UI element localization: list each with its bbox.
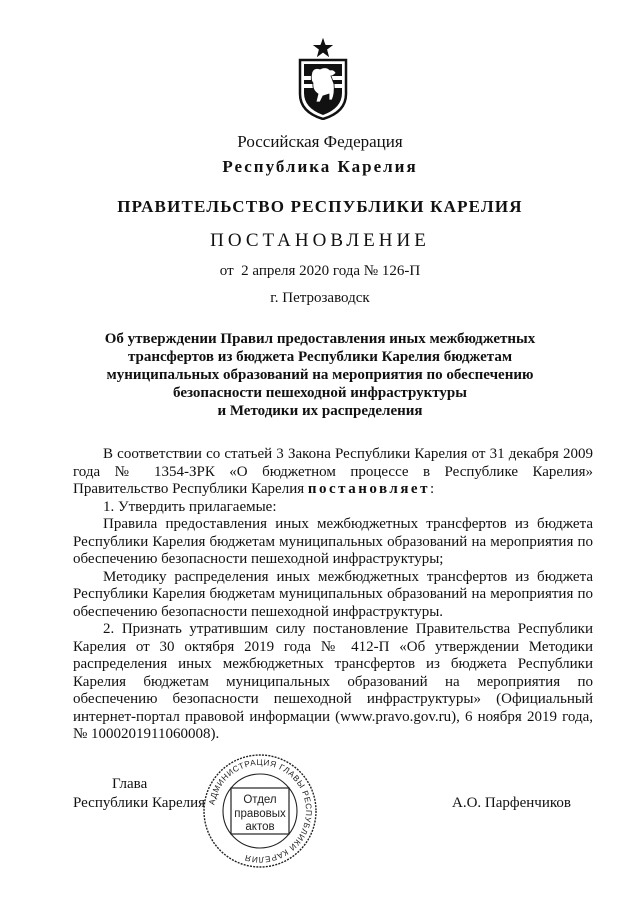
document-type: ПОСТАНОВЛЕНИЕ [210,230,430,251]
document-date-number: от 2 апреля 2020 года № 126-П [219,263,421,279]
document-body [73,446,593,744]
item-2: 2. Признать утратившим силу постановление Правительства Республики Карелия от 30 октября 2019 года № 412-П «Об утверждении Методики распределения иных межбюджетных трансфертов из бюджета Республики Карелия бюджетам муниципальных образований на мероприятия по обеспечению безопасности пешеходной инфраструктуры» (Официальный интернет-портал правовой информации (www.pravo.gov.ru), 6 ноября 2019 года, № 1000201911060008). [73,621,593,742]
item-1-rules: Правила предоставления иных межбюджетных трансфертов из бюджета Республики Карелия бюджетам муниципальных образований на мероприятия по обеспечению безопасности пешеходной инфраструктуры; [73,516,593,567]
title-line: Об утверждении Правил предоставления иных межбюджетных [104,331,536,347]
intro-text: В соответствии со статьей 3 Закона Республики Карелия от 31 декабря 2009 года № 1354-ЗРК «О бюджетном процессе в Республике Карелия» Правительство Республики Карелия [73,446,593,497]
title-line: трансфертов из бюджета Республики Карелия бюджетам [127,349,513,365]
government-name: ПРАВИТЕЛЬСТВО РЕСПУБЛИКИ КАРЕЛИЯ [117,197,523,216]
coat-of-arms-emblem [296,36,350,120]
star-icon [313,38,333,57]
seal-line-1: Отдел [243,794,277,806]
intro-end: : [429,481,435,497]
document-city: г. Петрозаводск [270,290,370,306]
title-line: и Методики их распределения [217,403,423,419]
seal-ring-text: АДМИНИСТРАЦИЯ ГЛАВЫ РЕСПУБЛИКИ КАРЕЛИЯ [207,757,314,865]
title-line: безопасности пешеходной инфраструктуры [173,385,467,401]
item-1: 1. Утвердить прилагаемые: [103,498,277,515]
official-seal-stamp [201,752,319,870]
document-title [0,330,640,420]
signatory-position-line2: Республики Карелия [73,795,206,811]
resolves-word: постановляет [307,481,430,497]
title-line: муниципальных образований на мероприятия по обеспечению [106,367,534,383]
country-name: Российская Федерация [237,132,403,151]
republic-name: Республика Карелия [222,157,418,176]
seal-line-3: актов [245,821,275,833]
item-1-methodology: Методику распределения иных межбюджетных трансфертов из бюджета Республики Карелия бюджетам муниципальных образований на мероприятия по обеспечению безопасности пешеходной инфраструктуры. [73,568,593,620]
seal-line-2: правовых [234,808,286,820]
signatory-name: А.О. Парфенчиков [452,795,571,811]
signatory-position-line1: Глава [112,776,148,792]
intro-paragraph [73,446,593,499]
